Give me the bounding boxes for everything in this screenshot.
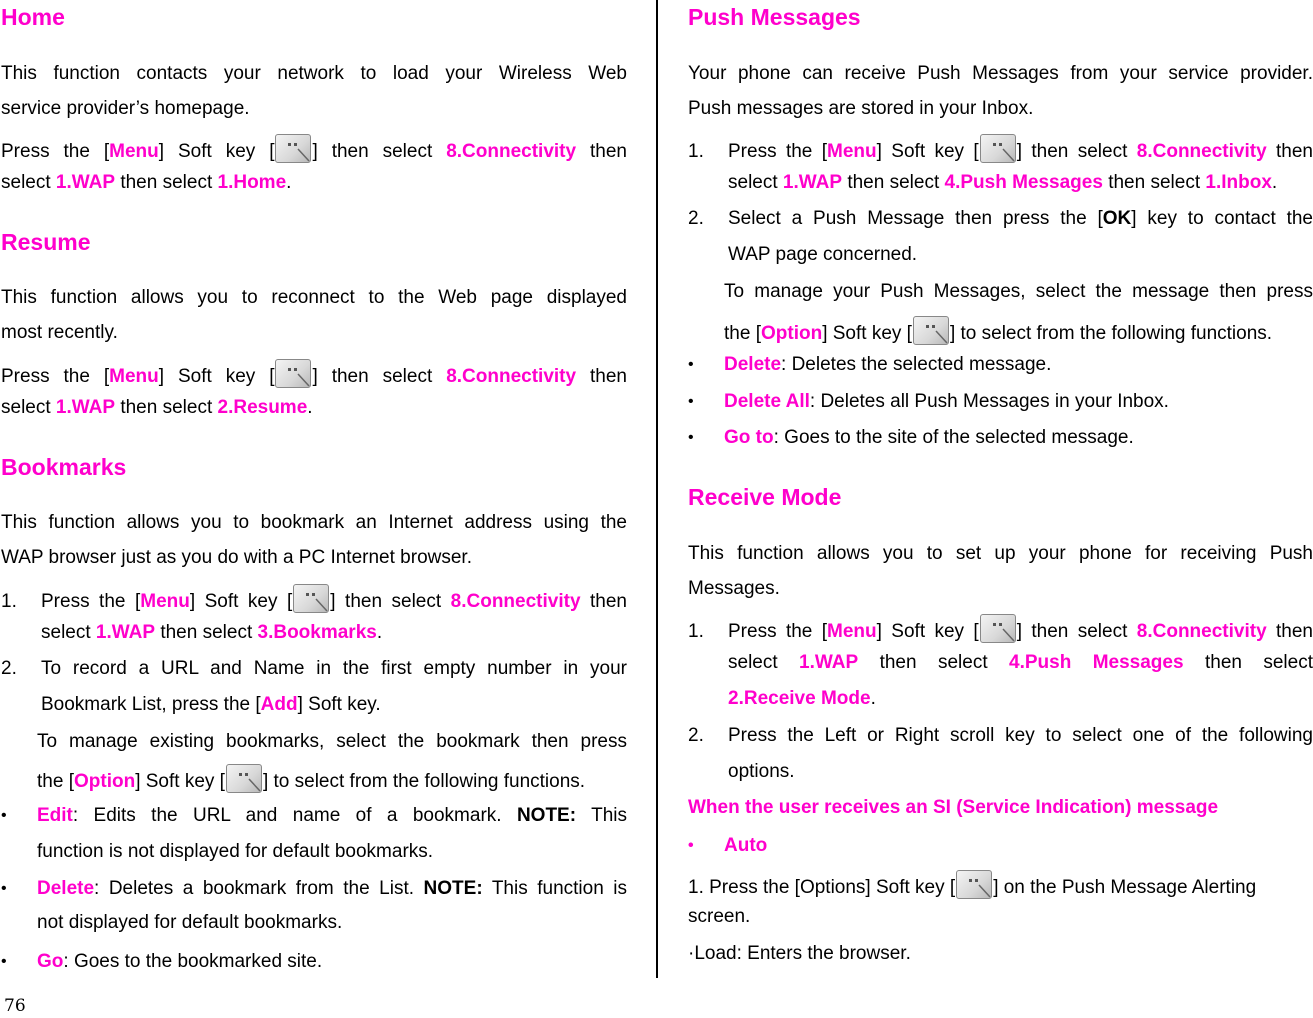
bookmarks-manage-line2: the [Option] Soft key [ ] to select from the following functions. — [37, 764, 627, 799]
bullet: • — [688, 837, 694, 854]
bookmarks-option-edit-line2: function is not displayed for default bookmarks. — [37, 841, 434, 862]
bullet: • — [1, 807, 7, 824]
page-number: 76 — [4, 996, 26, 1016]
softkey-icon — [226, 764, 262, 793]
push-manage-line2: the [Option] Soft key [ ] to select from the following functions. — [724, 316, 1313, 351]
bullet: • — [688, 393, 694, 410]
receive-auto-line1: 1. Press the [Options] Soft key [ ] on the Push Message Alerting — [688, 870, 1313, 905]
bullet: • — [1, 953, 7, 970]
column-divider — [656, 0, 658, 978]
push-option-delete: • Delete: Deletes the selected message. — [688, 347, 1313, 382]
receive-heading: Receive Mode — [688, 484, 842, 510]
push-desc-line2: Push messages are stored in your Inbox. — [688, 98, 1034, 119]
softkey-icon — [913, 316, 949, 345]
receive-desc-line2: Messages. — [688, 578, 780, 599]
receive-auto-line2: screen. — [688, 906, 751, 927]
push-option-goto: • Go to: Goes to the site of the selected message. — [688, 420, 1313, 455]
home-desc-line2: service provider’s homepage. — [1, 98, 250, 119]
bullet: • — [688, 356, 694, 373]
resume-desc-line2: most recently. — [1, 322, 118, 343]
bookmarks-option-delete: • Delete: Deletes a bookmark from the List. NOTE: This function is — [1, 871, 627, 906]
resume-step-line1: Press the [Menu] Soft key [ ] then select 8.Connectivity then — [1, 359, 627, 394]
bullet: • — [688, 429, 694, 446]
push-heading: Push Messages — [688, 4, 861, 30]
home-step-line2: select 1.WAP then select 1.Home. — [1, 172, 292, 193]
softkey-icon — [275, 134, 311, 163]
resume-step-line2: select 1.WAP then select 2.Resume. — [1, 397, 313, 418]
push-option-delete-all: • Delete All: Deletes all Push Messages in your Inbox. — [688, 384, 1313, 419]
resume-heading: Resume — [1, 229, 91, 255]
push-manage-line1: To manage your Push Messages, select the message then press — [724, 281, 1313, 302]
bookmarks-desc-line1: This function allows you to bookmark an Internet address using the — [1, 512, 627, 533]
receive-option-auto: • Auto — [688, 828, 1313, 863]
resume-desc-line1: This function allows you to reconnect to the Web page displayed — [1, 287, 627, 308]
receive-si-heading: When the user receives an SI (Service Indication) message — [688, 797, 1219, 818]
bookmarks-option-go: • Go: Goes to the bookmarked site. — [1, 944, 627, 979]
softkey-icon — [275, 359, 311, 388]
bookmarks-manage-line1: To manage existing bookmarks, select the bookmark then press — [37, 731, 627, 752]
softkey-icon — [956, 870, 992, 899]
softkey-icon — [980, 614, 1016, 643]
receive-desc-line1: This function allows you to set up your phone for receiving Push — [688, 543, 1313, 564]
push-desc-line1: Your phone can receive Push Messages from your service provider. — [688, 63, 1313, 84]
bookmarks-option-edit: • Edit: Edits the URL and name of a bookmark. NOTE: This — [1, 798, 627, 833]
home-heading: Home — [1, 4, 65, 30]
bookmarks-option-delete-line2: not displayed for default bookmarks. — [37, 912, 343, 933]
bullet: • — [1, 880, 7, 897]
softkey-icon — [293, 584, 329, 613]
receive-auto-line3: ·Load: Enters the browser. — [688, 943, 911, 964]
home-desc-line1: This function contacts your network to load your Wireless Web — [1, 63, 627, 84]
softkey-icon — [980, 134, 1016, 163]
home-step-line1: Press the [Menu] Soft key [ ] then select 8.Connectivity then — [1, 134, 627, 169]
bookmarks-heading: Bookmarks — [1, 454, 127, 480]
bookmarks-desc-line2: WAP browser just as you do with a PC Internet browser. — [1, 547, 472, 568]
